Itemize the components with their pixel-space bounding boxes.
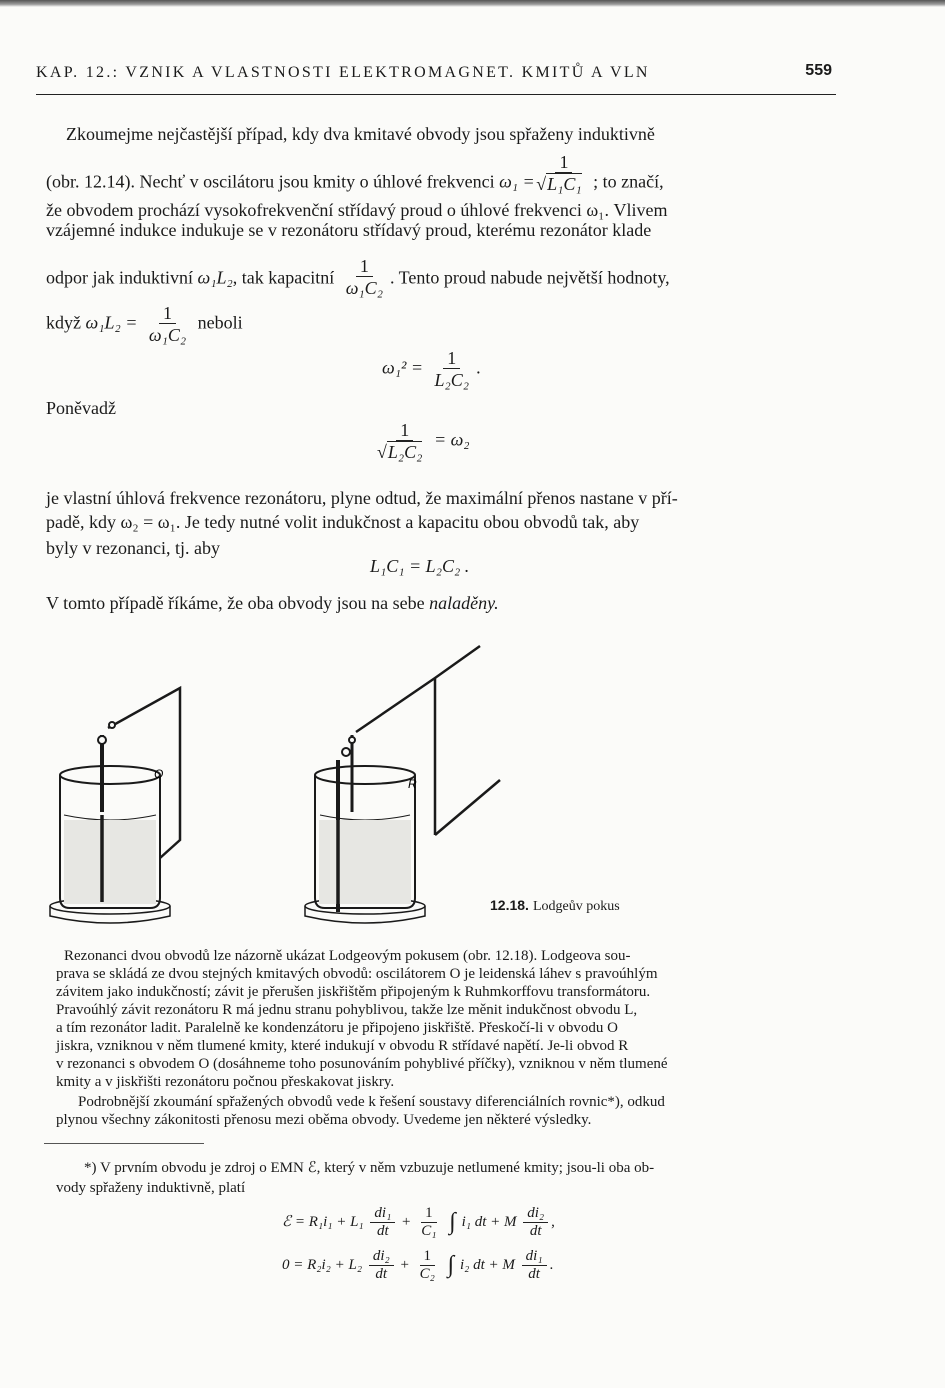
integral-sign: ∫	[447, 1252, 455, 1278]
paragraph-3	[46, 593, 499, 613]
emphasized-word: naladěny.	[429, 593, 499, 613]
fraction-di1-dt	[370, 1205, 395, 1240]
small-text-line: Podrobnější zkoumání spřažených obvodů vede k řešení soustavy diferenciálních rovnic*), odkud	[78, 1094, 665, 1110]
fraction-denominator: L₂C₂	[434, 370, 470, 390]
fraction-denominator: ω₁C₂	[345, 278, 383, 298]
running-title: KAP. 12.: VZNIK A VLASTNOSTI ELEKTROMAGNET. KMITŮ A VLN	[36, 64, 650, 81]
comma: ,	[551, 1213, 555, 1230]
equation-resonance: L₁C₁ = L₂C₂ .	[370, 556, 470, 576]
text-segment: odpor jak induktivní	[46, 267, 193, 288]
fraction-numerator: 1	[356, 256, 373, 277]
fraction-denominator: ω₁C₂	[148, 325, 187, 345]
text-segment: neboli	[197, 312, 243, 333]
eq1-integral-term: i₁ dt + M	[461, 1213, 517, 1230]
sqrt-L1C1: √ L₁C₁	[546, 173, 581, 194]
fraction-numerator: di₂	[369, 1248, 394, 1266]
page-number: 559	[805, 62, 832, 79]
fraction-1-over-L2C2	[431, 348, 474, 391]
small-text-line: jiskra, vzniknou v něm tlumené kmity, které indukují v obvodu R střídavé napětí. Je-li obvod R	[56, 1038, 629, 1054]
eq2-integral-term: i₂ dt + M	[459, 1256, 515, 1273]
small-text-line: kmity a v jiskřišti rezonátoru počnou přeskakovat jiskry.	[56, 1074, 395, 1090]
figure-caption-text: Lodgeův pokus	[532, 899, 620, 914]
text-segment: . Tento proud nabude největší hodnoty,	[389, 267, 670, 288]
fraction-numerator: di₂	[523, 1205, 548, 1223]
text-segment: , tak kapacitní	[232, 267, 335, 288]
sqrt-L2C2: √ L₂C₂	[387, 441, 422, 462]
paragraph-1-line-5	[46, 258, 670, 301]
lodge-experiment-figure	[30, 630, 890, 930]
integral-sign: ∫	[449, 1209, 456, 1235]
period: .	[549, 1256, 554, 1273]
footnote-equation-2	[282, 1248, 553, 1283]
fraction-1-over-C2	[416, 1248, 439, 1283]
fraction-numerator: di₁	[370, 1205, 395, 1223]
small-text-line: v rezonanci s obvodem O (dosáhneme toho posunováním pohyblivé příčky), vzniknou v něm tlumené	[56, 1056, 668, 1072]
paragraph-1-line-2	[46, 152, 664, 205]
small-text-line: plynou všechny zákonitosti přenosu mezi oběma obvody. Uvedeme jen některé výsledky.	[56, 1112, 592, 1128]
paragraph-1-line-6	[46, 303, 243, 346]
fraction-1-over-C1	[417, 1205, 440, 1240]
eq1-lhs: ℰ = R₁i₁ + L₁	[282, 1213, 364, 1230]
small-text-line: Pravoúhlý závit rezonátoru R má jednu stranu pohyblivou, takže lze měnit indukčnost obvodu L,	[56, 1002, 638, 1018]
omega1-equals: ω₁ =	[499, 171, 535, 192]
figure-number: 12.18.	[490, 897, 529, 913]
omega1-L2-equals: ω₁L₂ =	[85, 312, 138, 333]
paragraph-2-line-3: byly v rezonanci, tj. aby	[46, 538, 220, 558]
running-header	[36, 60, 836, 95]
fraction-denominator: dt	[375, 1266, 388, 1282]
fraction-numerator: 1	[159, 303, 176, 324]
fraction-denominator: C₁	[421, 1223, 437, 1239]
fraction-1-over-omega1C2	[342, 256, 387, 299]
fraction-di2-dt	[523, 1205, 548, 1240]
fraction-denominator	[383, 441, 426, 463]
fraction-1-over-omega1C2	[145, 303, 190, 346]
fraction-numerator: 1	[421, 1205, 437, 1223]
fraction-numerator: 1	[555, 152, 572, 173]
footnote-line-2: vody spřaženy induktivně, platí	[56, 1180, 246, 1196]
ponevadz: Poněvadž	[46, 398, 116, 418]
text-segment: V tomto případě říkáme, že oba obvody jsou na sebe	[46, 593, 425, 613]
figure-caption	[490, 897, 620, 915]
paragraph-2-line-1: je vlastní úhlová frekvence rezonátoru, plyne odtud, že maximální přenos nastane v pří-	[46, 488, 678, 508]
plus-sign: +	[400, 1256, 409, 1273]
fraction-denominator: dt	[529, 1223, 542, 1239]
label-R: R	[408, 777, 417, 791]
text-segment: ; to značí,	[593, 171, 664, 192]
small-text-line: a tím rezonátor ladit. Paralelně ke kondenzátoru je připojeno jiskřiště. Přeskočí-li v obvodu O	[56, 1020, 618, 1036]
text-segment: (obr. 12.14). Nechť v oscilátoru jsou kmity o úhlové frekvenci	[46, 171, 495, 192]
small-text-line: prava se skládá ze dvou stejných kmitavých obvodů: oscilátorem O je leidenská láhev s pravoúhlým	[56, 966, 658, 982]
fraction-denominator: dt	[528, 1266, 540, 1282]
paragraph-1-line-4: vzájemné indukce indukuje se v rezonátoru střídavý proud, kterému rezonátor klade	[46, 220, 652, 240]
text-segment: když	[46, 312, 81, 333]
fraction-1-over-sqrt-L2C2	[383, 420, 426, 463]
fraction-numerator: 1	[443, 348, 460, 369]
fraction-numerator: 1	[420, 1248, 436, 1266]
omega1-L2: ω₁L₂	[197, 267, 233, 288]
label-O: O	[154, 767, 164, 781]
fraction-numerator: 1	[396, 420, 413, 441]
footnote-equation-1	[282, 1205, 555, 1240]
fraction-numerator: di₁	[522, 1248, 547, 1266]
fraction-denominator: dt	[377, 1223, 389, 1239]
footnote-rule	[44, 1143, 204, 1144]
plus-sign: +	[402, 1213, 411, 1230]
small-text-line: Rezonanci dvou obvodů lze názorně ukázat Lodgeovým pokusem (obr. 12.18). Lodgeova sou-	[64, 948, 631, 964]
omega1-squared-equals: ω₁² =	[382, 357, 424, 378]
footnote-line-1: *) V prvním obvodu je zdroj o EMN ℰ, který v něm vzbuzuje netlumené kmity; jsou-li oba ob-	[84, 1160, 655, 1176]
paragraph-2-line-2: padě, kdy ω₂ = ω₁. Je tedy nutné volit indukčnost a kapacitu obou obvodů tak, aby	[46, 512, 640, 532]
fraction-di1-dt	[522, 1248, 547, 1283]
fraction-1-over-sqrt-L1C1	[542, 152, 585, 195]
paragraph-1-line-1: Zkoumejme nejčastější případ, kdy dva kmitavé obvody jsou spřaženy induktivně	[66, 124, 655, 144]
paragraph-1-line-3: že obvodem prochází vysokofrekvenční střídavý proud o úhlové frekvenci ω₁. Vlivem	[46, 200, 668, 220]
equals-omega2: = ω₂	[433, 429, 470, 450]
equation-omega1-squared: ω₁² = $\frac{1}{\text{L₂C₂}}$ .	[382, 348, 481, 390]
eq2-lhs: 0 = R₂i₂ + L₂	[282, 1256, 363, 1273]
small-text-line: závitem jako indukčností; závit je přerušen jiskřištěm připojeným k Ruhmkorffovu transformátoru.	[56, 984, 651, 1000]
equation-omega2	[380, 420, 470, 463]
fraction-di2-dt	[369, 1248, 394, 1283]
scan-top-edge	[0, 0, 945, 7]
fraction-denominator	[542, 173, 585, 195]
fraction-denominator: C₂	[419, 1266, 435, 1282]
